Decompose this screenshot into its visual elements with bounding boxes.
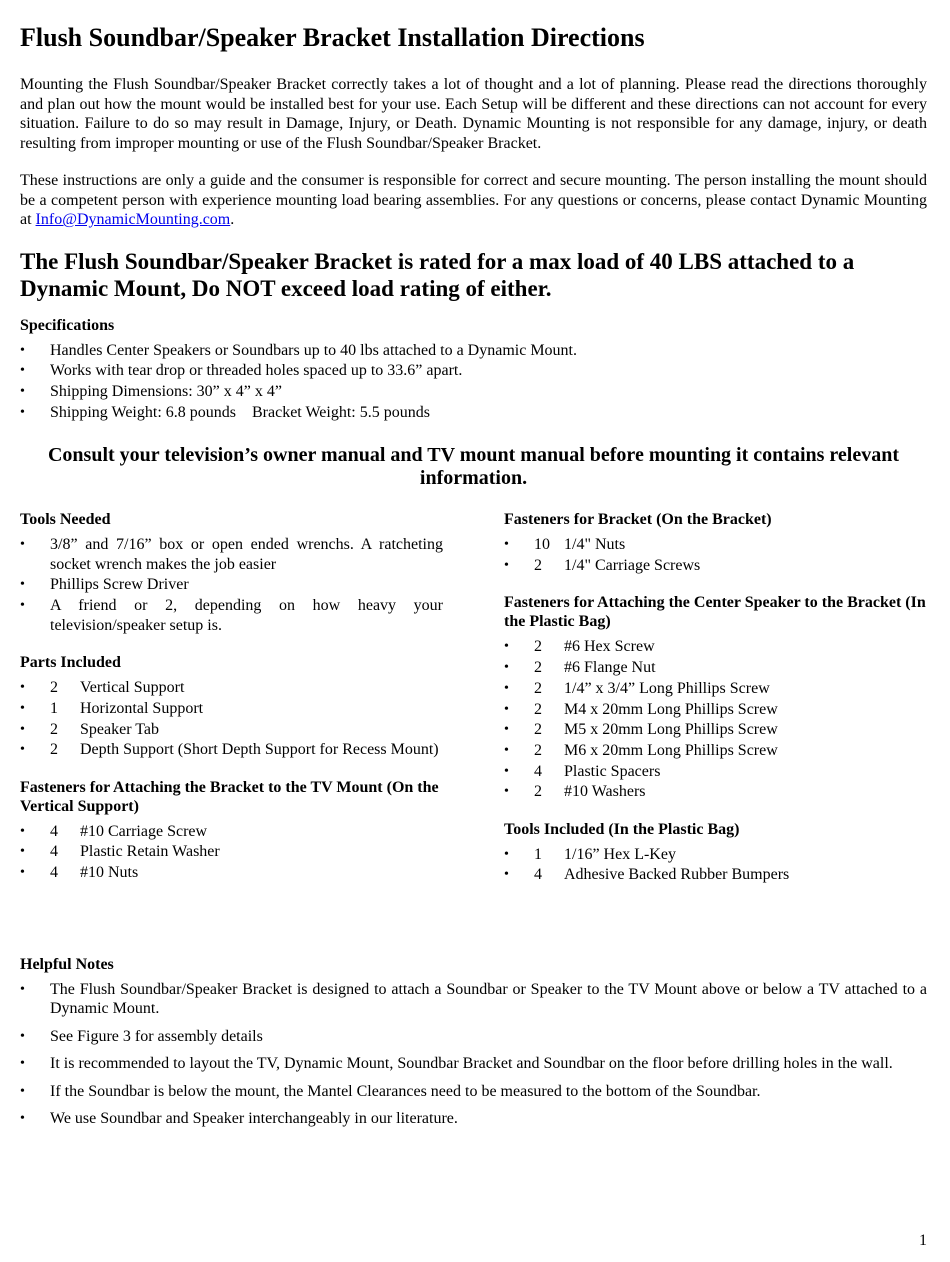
item-quantity: 2 [534,679,542,697]
item-text: M4 x 20mm Long Phillips Screw [564,700,778,718]
fasteners-speaker-section [504,593,927,801]
tools-needed-title: Tools Needed [20,511,111,529]
list-item [20,842,443,862]
list-item [504,679,927,699]
item-text: #10 Carriage Screw [80,822,208,840]
list-item [504,700,927,720]
item-text: Plastic Retain Washer [80,843,220,861]
item-text: M6 x 20mm Long Phillips Screw [564,741,778,759]
helpful-notes-section [20,955,927,1129]
fasteners-tv-mount-title: Fasteners for Attaching the Bracket to the TV Mount (On the Vertical Support) [20,778,439,815]
list-item [20,863,443,883]
item-quantity: 2 [534,700,542,718]
fasteners-bracket-section [504,510,927,575]
item-quantity: 4 [50,843,58,861]
list-item: • The Flush Soundbar/Speaker Bracket is designed to attach a Soundbar or Speaker to the TV Mount above or below a TV attached to a Dynamic Mount. [20,980,927,1019]
tools-included-section [504,820,927,885]
list-item [20,822,443,842]
list-item: • 3/8” and 7/16” box or open ended wrenchs. A ratcheting socket wrench makes the job easier [20,535,443,574]
list-item [504,782,927,802]
list-item [504,741,927,761]
item-quantity: 10 [534,536,550,554]
item-quantity: 4 [534,866,542,884]
email-link[interactable]: Info@DynamicMounting.com [35,211,231,229]
specifications-title: Specifications [20,316,115,334]
item-text: 1/4" Nuts [564,536,626,554]
list-item [504,535,927,555]
item-quantity: 2 [534,556,542,574]
tools-needed-list [20,535,443,635]
list-item [504,556,927,576]
fasteners-tv-mount-list [20,822,443,883]
item-quantity: 2 [50,720,58,738]
list-item [504,865,927,885]
parts-included-list [20,678,443,760]
item-text: Horizontal Support [80,699,204,717]
list-item [504,762,927,782]
item-quantity: 2 [534,638,542,656]
item-quantity: 2 [534,721,542,739]
consult-manual-notice: Consult your television’s owner manual and TV mount manual before mounting it contains relevant information. [47,444,900,490]
item-text: Speaker Tab [80,720,159,738]
item-text: #6 Flange Nut [564,659,656,677]
item-text: #6 Hex Screw [564,638,655,656]
tools-included-list [504,845,927,885]
intro-paragraph-2 [20,171,927,230]
list-item [20,720,443,740]
list-item: • Shipping Weight: 6.8 pounds Bracket Weight: 5.5 pounds [20,403,927,423]
specifications-list [20,341,927,423]
item-quantity: 2 [534,659,542,677]
item-text: Adhesive Backed Rubber Bumpers [564,866,790,884]
fasteners-speaker-list [504,637,927,801]
list-item: • Handles Center Speakers or Soundbars up to 40 lbs attached to a Dynamic Mount. [20,341,927,361]
fasteners-speaker-title: Fasteners for Attaching the Center Speaker to the Bracket (In the Plastic Bag) [504,594,926,631]
item-text: 1/4" Carriage Screws [564,556,701,574]
list-item [20,740,443,760]
two-column-section [20,510,927,903]
specifications-section [20,316,927,423]
item-quantity: 4 [50,864,58,882]
document-title: Flush Soundbar/Speaker Bracket Installation Directions [20,23,645,52]
list-item [20,699,443,719]
item-text: 1/4” x 3/4” Long Phillips Screw [564,679,770,697]
item-quantity: 1 [534,845,542,863]
item-text: Vertical Support [80,679,185,697]
helpful-notes-title: Helpful Notes [20,955,114,973]
item-text: 1/16” Hex L-Key [564,845,676,863]
list-item [504,658,927,678]
list-item [504,637,927,657]
list-item: • It is recommended to layout the TV, Dynamic Mount, Soundbar Bracket and Soundbar on the floor before drilling holes in the wall. [20,1054,927,1074]
load-rating-warning: The Flush Soundbar/Speaker Bracket is rated for a max load of 40 LBS attached to a Dynamic Mount, Do NOT exceed load rating of either. [20,248,855,301]
helpful-notes-list [20,980,927,1129]
intro-paragraph-2-text: These instructions are only a guide and the consumer is responsible for correct and secure mounting. The person installing the mount should be a competent person with experience mounting load bearing assemblies. For any questions or concerns, please contact Dynamic Mounting at [20,172,927,229]
tools-needed-section [20,510,443,635]
item-quantity: 2 [50,679,58,697]
item-text: Depth Support (Short Depth Support for Recess Mount) [80,741,439,759]
item-text: M5 x 20mm Long Phillips Screw [564,721,778,739]
item-text: #10 Washers [564,783,646,801]
list-item [20,678,443,698]
item-quantity: 4 [534,762,542,780]
left-column [20,510,443,903]
item-text: #10 Nuts [80,864,139,882]
parts-included-section [20,653,443,760]
list-item: • Shipping Dimensions: 30” x 4” x 4” [20,382,927,402]
list-item: • We use Soundbar and Speaker interchangeably in our literature. [20,1109,927,1129]
list-item: • Phillips Screw Driver [20,575,443,595]
fasteners-bracket-title: Fasteners for Bracket (On the Bracket) [504,511,772,529]
right-column [504,510,927,903]
page-number: 1 [919,1232,927,1249]
list-item: • If the Soundbar is below the mount, the Mantel Clearances need to be measured to the bottom of the Soundbar. [20,1082,927,1102]
list-item [504,845,927,865]
intro-paragraph-2-end: . [230,211,235,229]
parts-included-title: Parts Included [20,654,121,672]
list-item: • See Figure 3 for assembly details [20,1027,927,1047]
item-quantity: 2 [50,741,58,759]
tools-included-title: Tools Included (In the Plastic Bag) [504,820,740,838]
fasteners-bracket-list [504,535,927,575]
list-item [504,720,927,740]
item-quantity: 2 [534,783,542,801]
list-item: • Works with tear drop or threaded holes spaced up to 33.6” apart. [20,361,927,381]
list-item: • A friend or 2, depending on how heavy your television/speaker setup is. [20,596,443,635]
item-quantity: 4 [50,822,58,840]
item-quantity: 2 [534,741,542,759]
item-quantity: 1 [50,699,58,717]
document-page [20,22,927,1137]
item-text: Plastic Spacers [564,762,661,780]
intro-paragraph-1: Mounting the Flush Soundbar/Speaker Bracket correctly takes a lot of thought and a lot of planning. Please read the directions thoroughly and plan out how the mount would be installed best for your use. Each Setup will be different and these directions can not account for every situation. Failure to do so may result in Damage, Injury, or Death. Dynamic Mounting is not responsible for any damage, injury, or death resulting from improper mounting or use of the Flush Soundbar/Speaker Bracket. [20,76,927,152]
fasteners-tv-mount-section [20,778,443,883]
